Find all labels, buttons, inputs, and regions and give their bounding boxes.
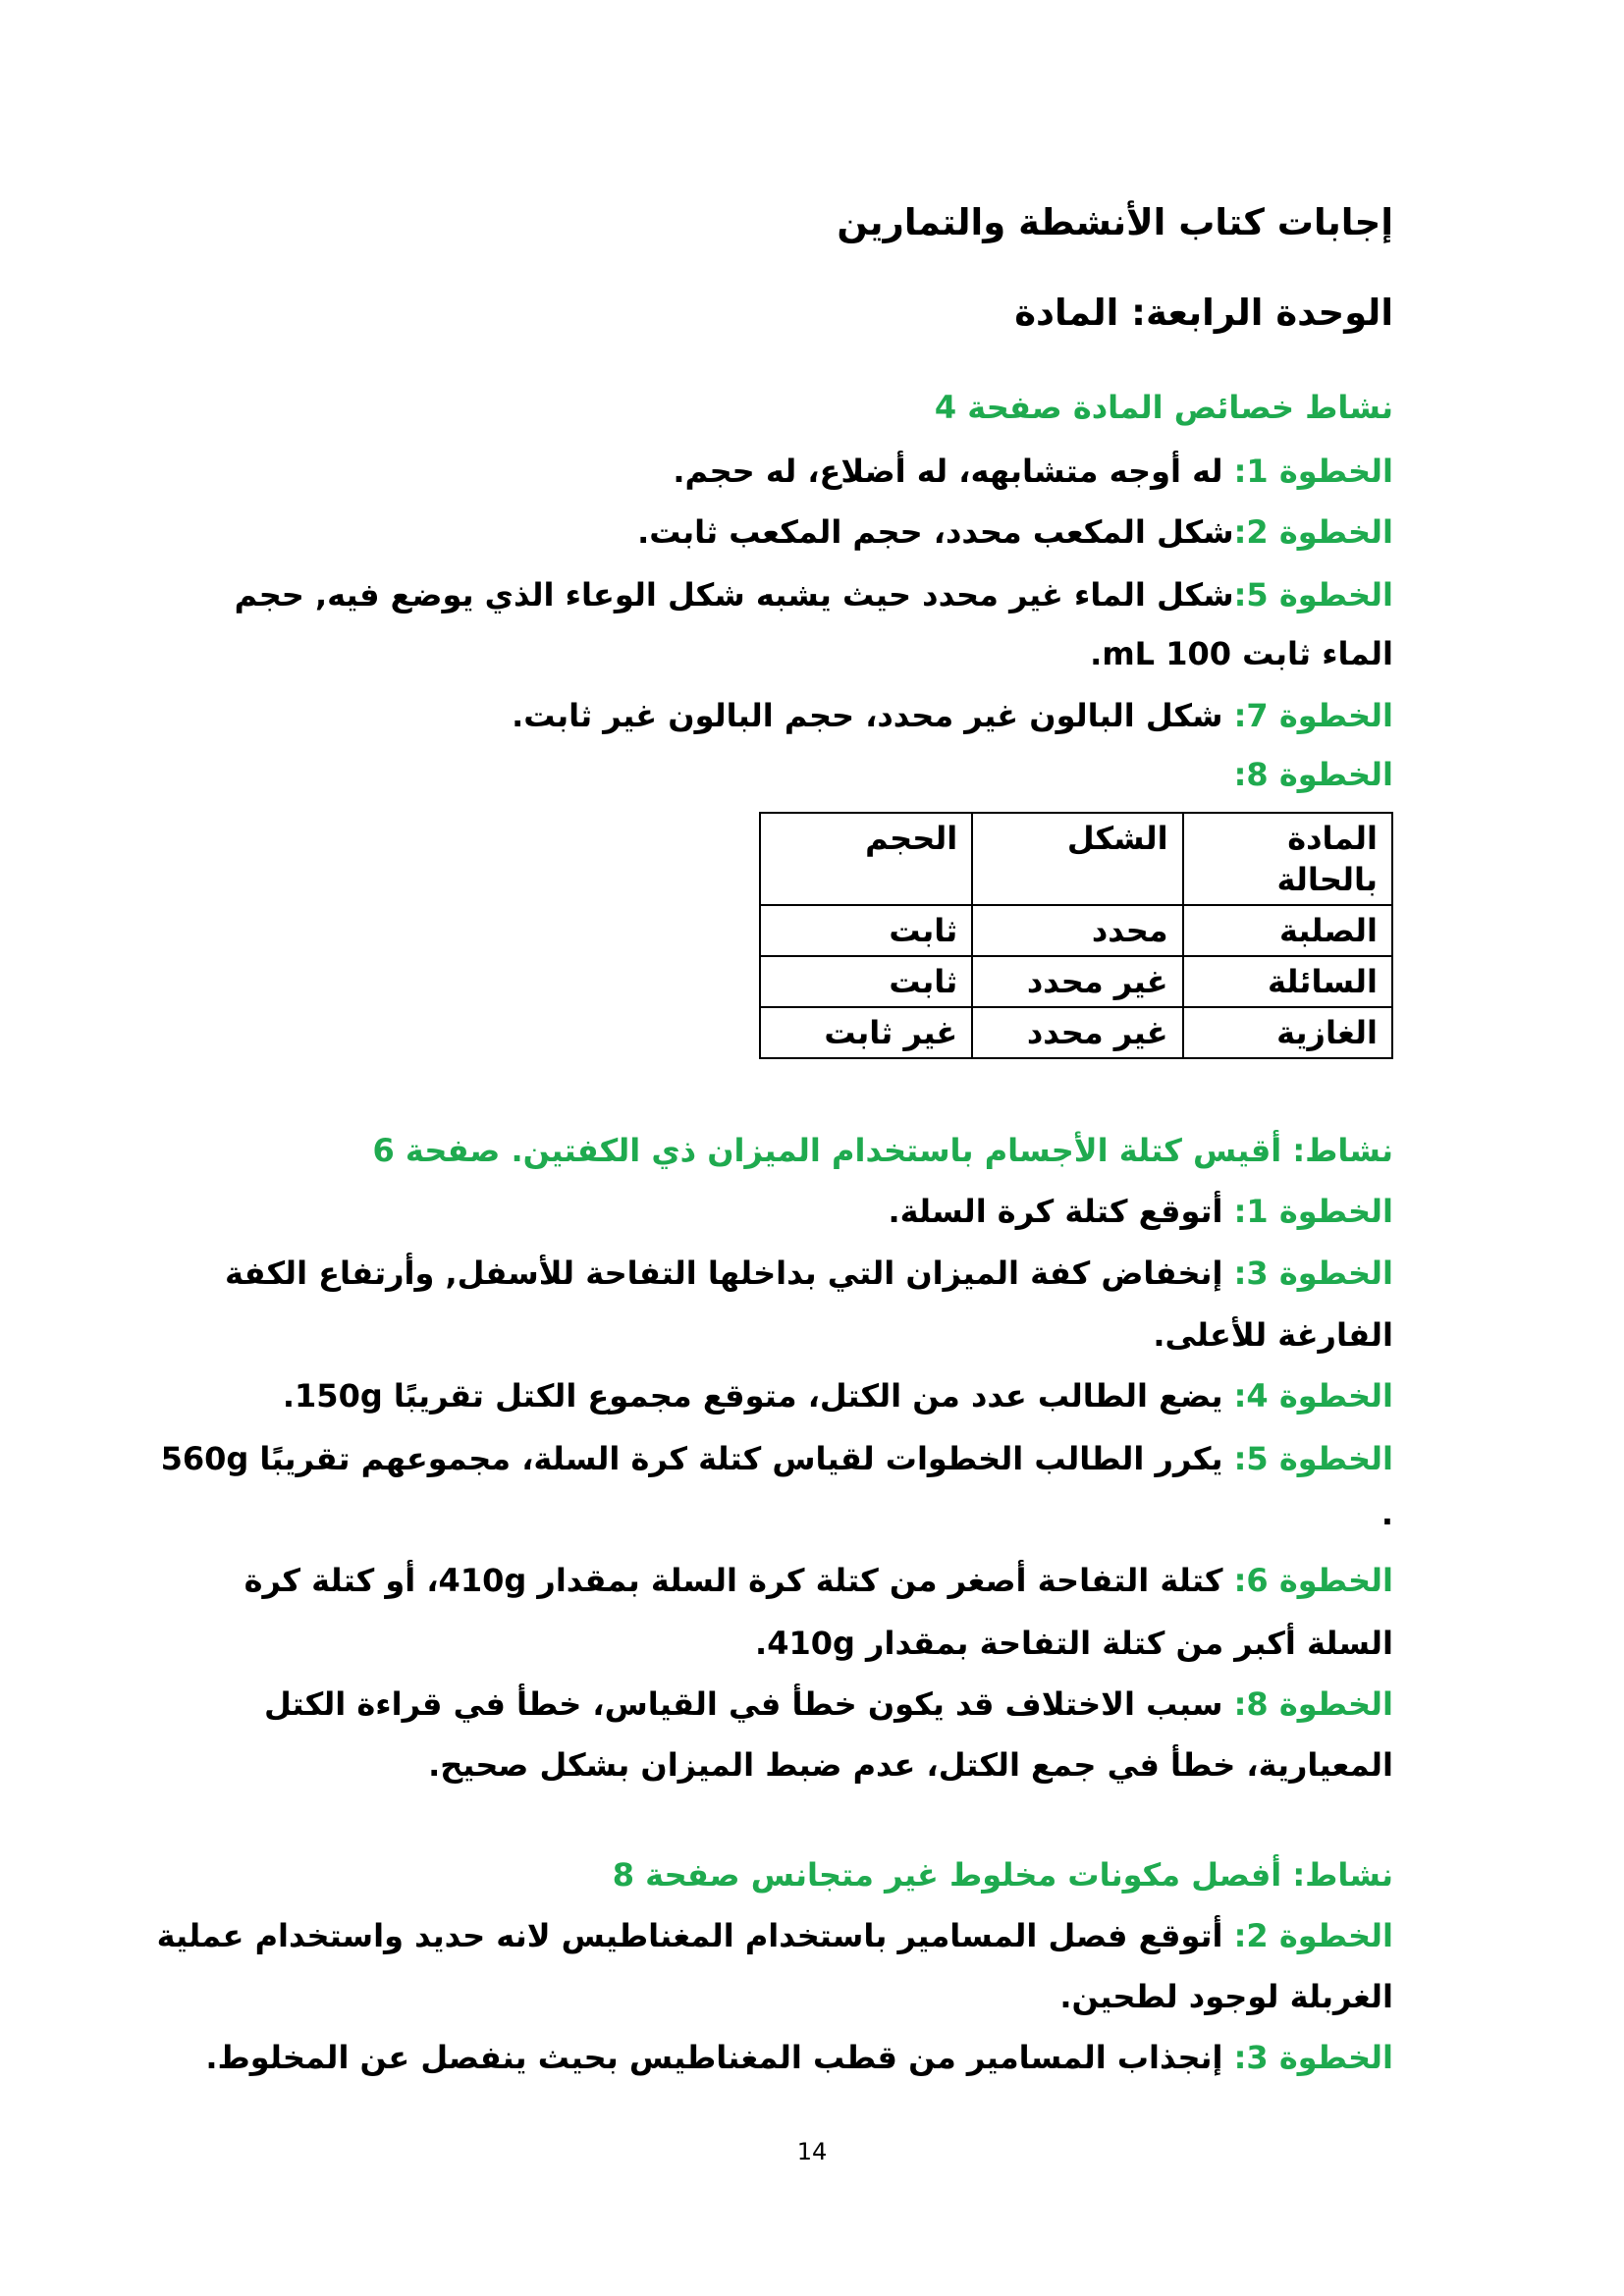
step-label: الخطوة 1: (1233, 453, 1393, 490)
step-label: الخطوة 8: (1233, 1685, 1393, 1723)
table-row (760, 905, 1392, 956)
step-label: الخطوة 8: (1233, 756, 1393, 793)
step-label: الخطوة 1: (1233, 1193, 1393, 1230)
activity1-heading: نشاط خصائص المادة صفحة 4 (934, 389, 1393, 426)
step-label: الخطوة 4: (1233, 1377, 1393, 1415)
table-cell: الصلبة (1183, 905, 1392, 956)
step-text: إنجذاب المسامير من قطب المغناطيس بحيث ينفصل عن المخلوط. (205, 2039, 1234, 2076)
table-header-cell: الحجم (760, 813, 972, 905)
activity2-heading: نشاط: أقيس كتلة الأجسام باستخدام الميزان ذي الكفتين. صفحة 6 (372, 1132, 1393, 1169)
table-cell: ثابت (760, 956, 972, 1007)
table-header-cell: الشكل (972, 813, 1182, 905)
step-label: الخطوة 2: (1233, 513, 1393, 551)
activity1-step8 (1234, 753, 1393, 796)
page-number: 14 (796, 2138, 828, 2165)
step-text: له أوجه متشابهه، له أضلاع، له حجم. (673, 453, 1234, 490)
table-cell: غير ثابت (760, 1007, 972, 1058)
activity2-step1 (888, 1190, 1393, 1233)
activity1-step1 (673, 450, 1393, 493)
step-label: الخطوة 7: (1233, 697, 1393, 734)
step-label: الخطوة 3: (1233, 2039, 1393, 2076)
step-text: يكرر الطالب الخطوات لقياس كتلة كرة السلة، مجموعهم تقريبًا 560g (160, 1440, 1234, 1477)
activity2-step5 (161, 1437, 1393, 1480)
activity2-step8 (264, 1682, 1393, 1726)
activity1-step5 (235, 573, 1393, 616)
table-row (760, 956, 1392, 1007)
table-cell: الغازية (1183, 1007, 1392, 1058)
activity1-step7 (512, 694, 1393, 737)
step-text: شكل الماء غير محدد حيث يشبه شكل الوعاء الذي يوضع فيه, حجم (234, 576, 1234, 614)
step-text: شكل المكعب محدد، حجم المكعب ثابت. (637, 513, 1234, 551)
table-row (760, 1007, 1392, 1058)
activity2-step4 (283, 1374, 1393, 1417)
table-cell: محدد (972, 905, 1182, 956)
activity2-step8-continued: المعيارية، خطأ في جمع الكتل، عدم ضبط الميزان بشكل صحيح. (428, 1746, 1393, 1784)
activity2-step6 (244, 1559, 1393, 1602)
document-title: إجابات كتاب الأنشطة والتمارين (837, 201, 1393, 243)
activity2-step3-continued: الفارغة للأعلى. (1153, 1316, 1393, 1354)
activity2-step6-continued: السلة أكبر من كتلة التفاحة بمقدار 410g. (755, 1625, 1393, 1662)
step-text: أتوقع كتلة كرة السلة. (888, 1193, 1234, 1230)
step-label: الخطوة 5: (1233, 1440, 1393, 1477)
step-text: أتوقع فصل المسامير باستخدام المغناطيس لانه حديد واستخدام عملية (156, 1917, 1234, 1954)
table-cell: غير محدد (972, 1007, 1182, 1058)
table-cell: ثابت (760, 905, 972, 956)
step-text: شكل البالون غير محدد، حجم البالون غير ثابت. (512, 697, 1234, 734)
activity3-step2-continued: الغربلة لوجود لطحين. (1059, 1978, 1393, 2015)
step-text: كتلة التفاحة أصغر من كتلة كرة السلة بمقدار 410g، أو كتلة كرة (244, 1562, 1234, 1599)
activity3-step2 (157, 1914, 1393, 1957)
step-text: سبب الاختلاف قد يكون خطأ في القياس، خطأ في قراءة الكتل (263, 1685, 1234, 1723)
table-cell: غير محدد (972, 956, 1182, 1007)
activity3-step3 (205, 2036, 1393, 2079)
step-text: إنخفاض كفة الميزان التي بداخلها التفاحة للأسفل, وأرتفاع الكفة (225, 1255, 1234, 1292)
activity1-step5-continued: الماء ثابت 100 mL. (1090, 635, 1393, 672)
activity2-step3 (225, 1252, 1393, 1295)
table-header-row (760, 813, 1392, 905)
step-label: الخطوة 6: (1233, 1562, 1393, 1599)
activity2-step5-continued: . (1380, 1495, 1393, 1532)
step-label: الخطوة 3: (1233, 1255, 1393, 1292)
step-label: الخطوة 5: (1233, 576, 1393, 614)
activity1-step2 (637, 510, 1393, 554)
step-label: الخطوة 2: (1233, 1917, 1393, 1954)
unit-title: الوحدة الرابعة: المادة (1014, 292, 1393, 334)
table-header-cell: المادة بالحالة (1183, 813, 1392, 905)
table-cell: السائلة (1183, 956, 1392, 1007)
activity3-heading: نشاط: أفصل مكونات مخلوط غير متجانس صفحة 8 (612, 1856, 1393, 1894)
states-of-matter-table (759, 812, 1393, 1059)
step-text: يضع الطالب عدد من الكتل، متوقع مجموع الكتل تقريبًا 150g. (282, 1377, 1234, 1415)
